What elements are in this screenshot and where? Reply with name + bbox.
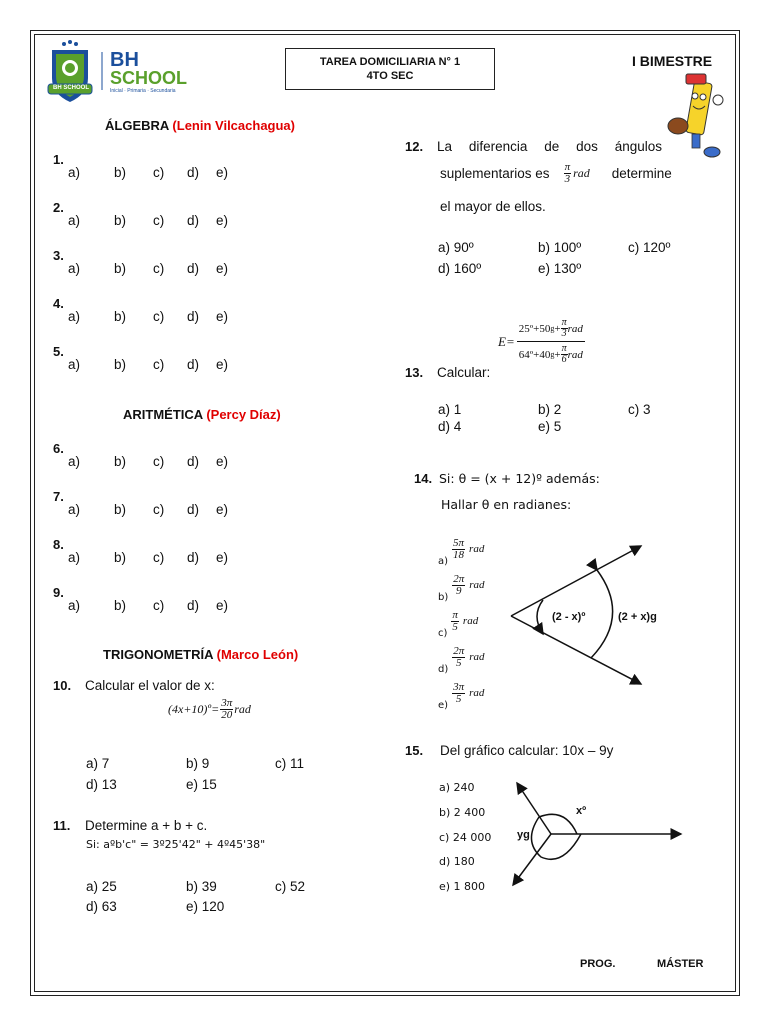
- answer-option: c): [153, 357, 165, 372]
- pencil-mascot-icon: [664, 70, 730, 160]
- q14-option-num: 2π: [453, 645, 465, 657]
- q12-option-a: a) 90º: [438, 240, 474, 255]
- answer-option: d): [187, 213, 200, 228]
- q14-option-unit: rad: [469, 687, 485, 699]
- answer-option: a): [68, 550, 81, 565]
- q12-number: 12.: [405, 139, 424, 154]
- q14-option-num: π: [452, 609, 458, 621]
- q13-top-g: g: [550, 324, 555, 333]
- answer-option: e): [216, 502, 229, 517]
- q13-option-e: e) 5: [538, 419, 562, 434]
- q10-text: Calcular el valor de x:: [85, 678, 215, 693]
- question-number: 3.: [53, 248, 64, 263]
- answer-option: b): [114, 598, 127, 613]
- q13-e-label: E=: [498, 333, 515, 349]
- q10-eq-num: 3π: [221, 697, 233, 709]
- answer-option: a): [68, 309, 81, 324]
- answer-option: a): [68, 598, 81, 613]
- section-trigonometria-teacher: (Marco León): [216, 647, 299, 662]
- q13-top-fraction: [561, 318, 568, 339]
- answer-option: a): [68, 165, 81, 180]
- q12-text-suplementarios: suplementarios es: [440, 166, 550, 181]
- q14-option-den: 5: [452, 621, 458, 633]
- answer-option: b): [114, 165, 127, 180]
- answer-option: e): [216, 165, 229, 180]
- answer-option: c): [153, 454, 165, 469]
- q15-angle-x-label: xº: [576, 805, 587, 817]
- answer-option: b): [114, 261, 127, 276]
- q13-bot-fd: 6: [561, 354, 567, 365]
- q13-top-a: 25º+50: [518, 322, 551, 335]
- q14-option-unit: rad: [469, 579, 485, 591]
- q12-text-line3: el mayor de ellos.: [440, 199, 546, 214]
- logo-badge-text: BH SCHOOL: [53, 85, 89, 91]
- q15-option-d: d) 180: [439, 855, 475, 868]
- q13-text: Calcular:: [437, 365, 491, 380]
- question-number: 4.: [53, 296, 64, 311]
- q11-option-a: a) 25: [86, 879, 117, 894]
- answer-option: a): [68, 454, 81, 469]
- q14-angle2-label: (2 + x)g: [618, 611, 657, 623]
- homework-title: TAREA DOMICILIARIA N° 1: [319, 56, 461, 68]
- q13-formula: [498, 318, 585, 365]
- q12-fraction: [564, 162, 572, 185]
- question-number: 8.: [53, 537, 64, 552]
- q14-option-num: 5π: [453, 537, 465, 549]
- answer-option: b): [114, 502, 127, 517]
- q14-option-den: 9: [456, 585, 462, 597]
- answer-option: e): [216, 550, 229, 565]
- logo-school: SCHOOL: [110, 68, 188, 88]
- q12-frac-den: 3: [564, 173, 571, 185]
- q14-option: [438, 609, 479, 639]
- q14-option-label: a): [438, 556, 449, 567]
- q12-frac-num: π: [564, 161, 571, 173]
- answer-option: d): [187, 502, 200, 517]
- question-number: 1.: [53, 152, 64, 167]
- answer-option: d): [187, 309, 200, 324]
- answer-option: b): [114, 357, 127, 372]
- q13-option-b: b) 2: [538, 402, 562, 417]
- q14-option-den: 5: [455, 693, 462, 705]
- q13-bot-a: 64º+40: [518, 348, 551, 361]
- q13-bot-g: g: [550, 350, 555, 359]
- q15-text: Del gráfico calcular: 10x – 9y: [440, 743, 614, 758]
- answer-option: d): [187, 165, 200, 180]
- footer-master: MÁSTER: [657, 958, 704, 970]
- q14-option-fraction: [452, 538, 465, 561]
- q14-option-fraction: [452, 574, 465, 597]
- q13-denominator: [519, 342, 583, 365]
- answer-option: d): [187, 261, 200, 276]
- q15-option-c: c) 24 000: [439, 831, 492, 844]
- q13-top-fn: π: [561, 317, 567, 328]
- section-algebra-teacher: (Lenin Vilcachagua): [172, 118, 295, 133]
- q14-option-den: 5: [456, 657, 462, 669]
- answer-option: a): [68, 213, 81, 228]
- q11-number: 11.: [53, 818, 71, 833]
- answer-option: d): [187, 550, 200, 565]
- section-algebra: [105, 118, 295, 133]
- answer-option: a): [68, 357, 81, 372]
- q15-option-e: e) 1 800: [439, 880, 486, 893]
- answer-option: a): [68, 502, 81, 517]
- q11-option-c: c) 52: [275, 879, 306, 894]
- question-number: 7.: [53, 489, 64, 504]
- q13-top-unit: rad: [567, 322, 583, 335]
- q12-option-c: c) 120º: [628, 240, 671, 255]
- q10-eq-left: (4x+10)º=: [168, 702, 220, 716]
- answer-option: b): [114, 309, 127, 324]
- q15-number: 15.: [405, 743, 424, 758]
- q14-option-num: 2π: [453, 573, 465, 585]
- answer-option: d): [187, 454, 200, 469]
- q14-option-unit: rad: [462, 615, 479, 627]
- answer-option: d): [187, 598, 200, 613]
- q13-bot-fraction: [561, 344, 568, 365]
- q15-angle-y-label: yg: [517, 829, 530, 841]
- q13-numerator: [517, 318, 585, 342]
- q12-option-b: b) 100º: [538, 240, 582, 255]
- answer-option: c): [153, 550, 165, 565]
- q14-option-fraction: [451, 610, 459, 633]
- q12-text-line1: La diferencia de dos ángulos: [437, 139, 662, 154]
- q13-option-d: d) 4: [438, 419, 462, 434]
- q12-text-determine: determine: [611, 166, 672, 181]
- period-label: I BIMESTRE: [632, 53, 713, 69]
- q10-number: 10.: [53, 678, 72, 693]
- answer-option: c): [153, 165, 165, 180]
- q14-number: 14.: [414, 471, 433, 486]
- q14-option-unit: rad: [469, 651, 485, 663]
- question-number: 2.: [53, 200, 64, 215]
- section-algebra-title: ÁLGEBRA: [105, 118, 169, 133]
- answer-option: c): [153, 598, 165, 613]
- q15-option-b: b) 2 400: [439, 806, 486, 819]
- answer-option: b): [114, 550, 127, 565]
- q14-option: [438, 573, 485, 603]
- logo-subtitle: Inicial · Primaria · Secundaria: [110, 88, 176, 94]
- q13-main-fraction: [517, 318, 585, 365]
- q12-frac-unit: rad: [573, 166, 590, 180]
- answer-option: e): [216, 213, 229, 228]
- grade-label: 4TO SEC: [366, 70, 414, 82]
- answer-option: e): [216, 454, 229, 469]
- q14-option: [438, 681, 485, 711]
- q11-option-e: e) 120: [186, 899, 225, 914]
- q12-option-d: d) 160º: [438, 261, 482, 276]
- answer-option: c): [153, 309, 165, 324]
- answer-option: b): [114, 213, 127, 228]
- q14-option-label: c): [438, 628, 448, 639]
- q14-option-fraction: [452, 682, 465, 705]
- q10-option-b: b) 9: [186, 756, 210, 771]
- q13-top-fd: 3: [561, 328, 567, 339]
- q10-equation: [168, 698, 251, 721]
- answer-option: e): [216, 261, 229, 276]
- q14-option-unit: rad: [469, 543, 485, 555]
- answer-option: e): [216, 309, 229, 324]
- section-trigonometria-title: TRIGONOMETRÍA: [103, 647, 214, 662]
- q11-text: Determine a + b + c.: [85, 818, 208, 833]
- answer-option: e): [216, 598, 229, 613]
- answer-option: c): [153, 213, 165, 228]
- question-number: 9.: [53, 585, 64, 600]
- q13-bot-fn: π: [561, 343, 567, 354]
- q14-option-fraction: [452, 646, 465, 669]
- answer-option: d): [187, 357, 200, 372]
- q13-bot-plus: +: [554, 348, 561, 361]
- q14-option: [438, 645, 485, 675]
- q13-option-a: a) 1: [438, 402, 462, 417]
- q10-eq-unit: rad: [234, 702, 251, 716]
- q10-option-d: d) 13: [86, 777, 117, 792]
- q14-option-label: b): [438, 592, 449, 603]
- q14-option-den: 18: [453, 549, 465, 561]
- answer-option: c): [153, 502, 165, 517]
- q14-option-num: 3π: [453, 681, 465, 693]
- footer-prog: PROG.: [580, 958, 616, 970]
- section-aritmetica-teacher: (Percy Díaz): [206, 407, 281, 422]
- q10-option-c: c) 11: [275, 756, 305, 771]
- q13-top-plus: +: [554, 322, 561, 335]
- question-number: 5.: [53, 344, 64, 359]
- question-number: 6.: [53, 441, 64, 456]
- q11-option-d: d) 63: [86, 899, 117, 914]
- section-aritmetica-title: ARITMÉTICA: [123, 407, 203, 422]
- q10-eq-den: 20: [221, 709, 233, 721]
- section-aritmetica: [123, 407, 281, 422]
- q10-option-a: a) 7: [86, 756, 110, 771]
- q12-option-e: e) 130º: [538, 261, 582, 276]
- q15-option-a: a) 240: [439, 781, 475, 794]
- q11-subtext: Si: aºb'c" = 3º25'42" + 4º45'38": [86, 838, 266, 851]
- q10-option-e: e) 15: [186, 777, 217, 792]
- q10-eq-fraction: [220, 698, 233, 721]
- q12-text-line2: [440, 162, 672, 185]
- logo-bh: BH: [110, 49, 139, 71]
- q13-number: 13.: [405, 365, 424, 380]
- q14-option: [438, 537, 485, 567]
- school-logo: [44, 40, 194, 110]
- q14-option-label: e): [438, 700, 449, 711]
- answer-option: b): [114, 454, 127, 469]
- q13-bot-unit: rad: [567, 348, 583, 361]
- q14-text: Si: θ = (x + 12)º además:: [439, 471, 600, 486]
- q14-text2: Hallar θ en radianes:: [441, 497, 572, 512]
- q14-angle1-label: (2 - x)º: [552, 611, 586, 623]
- answer-option: e): [216, 357, 229, 372]
- q11-option-b: b) 39: [186, 879, 217, 894]
- section-trigonometria: [103, 647, 298, 662]
- answer-option: c): [153, 261, 165, 276]
- answer-option: a): [68, 261, 81, 276]
- q14-option-label: d): [438, 664, 449, 675]
- q15-angle-diagram: [505, 775, 690, 890]
- q13-option-c: c) 3: [628, 402, 651, 417]
- homework-title-box: [285, 48, 495, 90]
